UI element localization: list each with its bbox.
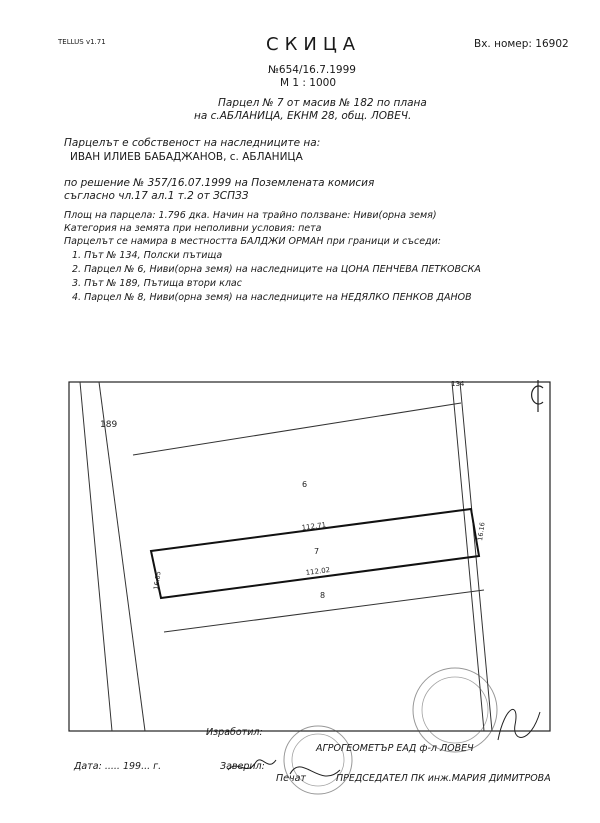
neighbour-item: 2. Парцел № 6, Ниви(орна земя) на наследниците на ЦОНА ПЕНЧЕВА ПЕТКОВСКА (72, 264, 481, 275)
parcel-6-top-line (133, 403, 461, 455)
ownership-intro: Парцелът е собственост на наследниците на: (64, 137, 321, 149)
decision-line-2: съгласно чл.17 ал.1 т.2 от ЗСПЗЗ (64, 190, 249, 202)
parcel-6-label: 6 (302, 480, 308, 489)
parcel-line-1: Парцел № 7 от масив № 182 по плана (218, 97, 427, 109)
north-arrow-icon (532, 380, 543, 412)
certified-by-label: Заверил: (220, 761, 265, 772)
sketch-number-date: №654/16.7.1999 (268, 64, 356, 76)
road-left-label: 189 (100, 420, 118, 430)
parcel-location: Парцелът се намира в местността БАЛДЖИ ОРМАН при граници и съседи: (64, 236, 441, 247)
date-field: Дата: ..... 199... г. (74, 761, 162, 772)
owner-name: ИВАН ИЛИЕВ БАБАДЖАНОВ, с. АБЛАНИЦА (70, 151, 303, 163)
parcel-8-label: 8 (320, 591, 326, 600)
dimension-right: 16.16 (476, 521, 487, 542)
software-version: TELLUS v1.71 (58, 38, 106, 46)
dimension-bottom: 112.02 (305, 566, 331, 577)
sketch-scale: М 1 : 1000 (280, 77, 337, 89)
parcel-line-2: на с.АБЛАНИЦА, ЕКНМ 28, общ. ЛОВЕЧ. (194, 110, 412, 122)
chairman-line: ПРЕДСЕДАТЕЛ ПК инж.МАРИЯ ДИМИТРОВА (336, 773, 551, 784)
dimension-top: 112.71 (301, 521, 327, 532)
incoming-number: Вх. номер: 16902 (474, 38, 569, 50)
neighbour-item: 4. Парцел № 8, Ниви(орна земя) на наследниците на НЕДЯЛКО ПЕНКОВ ДАНОВ (72, 292, 472, 303)
parcel-area: Площ на парцела: 1.796 дка. Начин на трайно ползване: Ниви(орна земя) (64, 210, 437, 221)
road-left-edge-1 (80, 382, 112, 731)
neighbour-item: 3. Път № 189, Пътища втори клас (72, 278, 242, 289)
road-right-label: 134 (451, 380, 465, 388)
document-title: СКИЦА (266, 34, 362, 55)
stamp-label: Печат (276, 773, 306, 784)
company-name: АГРОГЕОМЕТЪР ЕАД ф-л ЛОВЕЧ (316, 743, 474, 754)
road-left-edge-2 (99, 382, 145, 731)
prepared-by-label: Изработил: (206, 727, 263, 738)
dimension-left: 16.05 (152, 570, 163, 591)
land-category: Категория на земята при неполивни условия: пета (64, 223, 322, 234)
parcel-7-label: 7 (314, 547, 320, 556)
decision-line-1: по решение № 357/16.07.1999 на Поземлената комисия (64, 177, 375, 189)
neighbour-item: 1. Път № 134, Полски пътища (72, 250, 223, 261)
